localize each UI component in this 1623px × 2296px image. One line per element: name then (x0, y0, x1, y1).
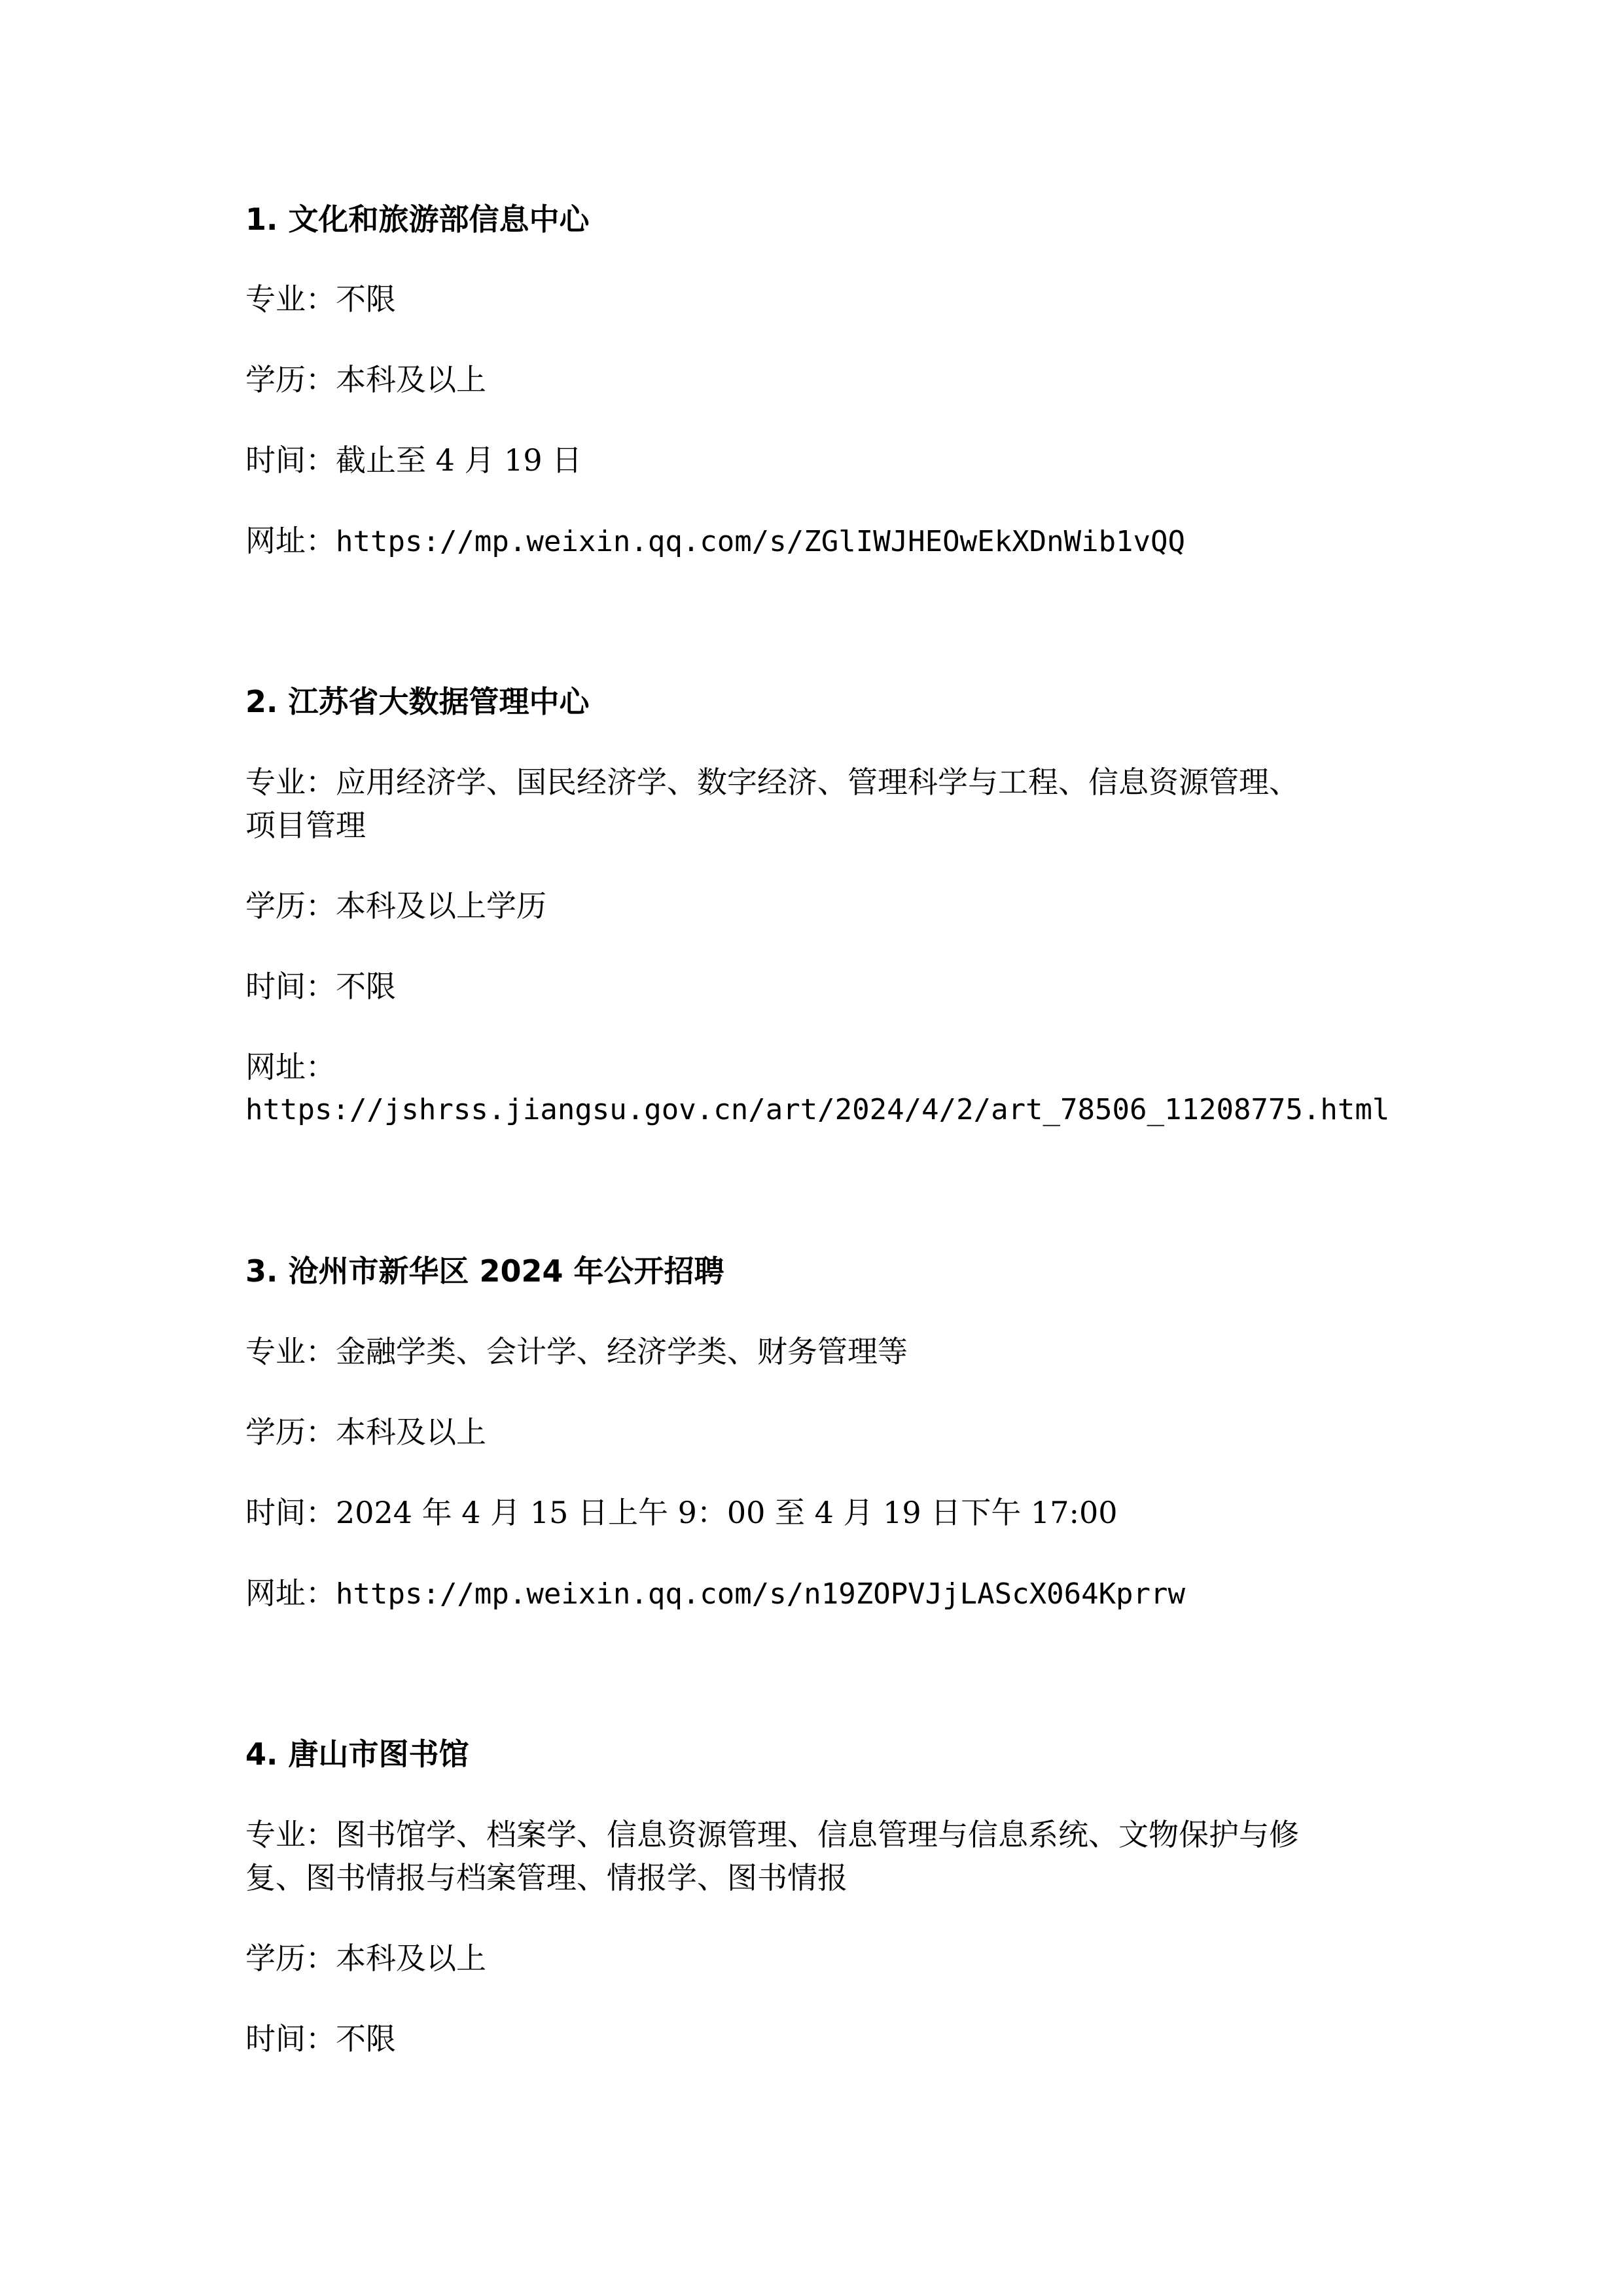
time-label: 时间： (245, 2021, 336, 2056)
url-link[interactable]: https://mp.weixin.qq.com/s/ZGlIWJHEOwEkXDnWib1vQQ (336, 525, 1186, 558)
time-value: 2024 年 4 月 15 日上午 9：00 至 4 月 19 日下午 17:00 (336, 1495, 1118, 1530)
time-value: 不限 (336, 2021, 396, 2056)
url-line (245, 519, 1397, 564)
major-line (245, 1813, 1397, 1856)
major-value: 不限 (336, 281, 396, 317)
major-line (245, 761, 1397, 804)
education-line (245, 1937, 1397, 1980)
time-value: 不限 (336, 969, 396, 1004)
education-label: 学历： (245, 362, 336, 397)
education-value: 本科及以上 (336, 1414, 486, 1450)
time-line (245, 2017, 1397, 2060)
time-label: 时间： (245, 969, 336, 1004)
entry-heading: 4. 唐山市图书馆 (245, 1736, 469, 1772)
entry-heading: 3. 沧州市新华区 2024 年公开招聘 (245, 1253, 724, 1289)
url-label: 网址： (245, 1575, 336, 1611)
major-value: 图书馆学、档案学、信息资源管理、信息管理与信息系统、文物保护与修 (336, 1817, 1299, 1852)
education-value: 本科及以上 (336, 1941, 486, 1976)
major-line-continued: 复、图书情报与档案管理、情报学、图书情报 (245, 1860, 847, 1895)
time-value: 截止至 4 月 19 日 (336, 442, 582, 478)
url-link[interactable]: https://jshrss.jiangsu.gov.cn/art/2024/4/2/art_78506_11208775.html (245, 1093, 1390, 1126)
education-line (245, 1410, 1397, 1454)
entry-heading: 1. 文化和旅游部信息中心 (245, 202, 590, 237)
entry-heading: 2. 江苏省大数据管理中心 (245, 684, 590, 719)
time-label: 时间： (245, 1495, 336, 1530)
education-line (245, 884, 1397, 927)
education-value: 本科及以上 (336, 362, 486, 397)
education-label: 学历： (245, 888, 336, 924)
major-label: 专业： (245, 281, 336, 317)
major-value: 金融学类、会计学、经济学类、财务管理等 (336, 1334, 908, 1369)
major-label: 专业： (245, 1817, 336, 1852)
major-value: 应用经济学、国民经济学、数字经济、管理科学与工程、信息资源管理、 (336, 764, 1299, 800)
major-line-continued: 项目管理 (245, 808, 366, 843)
major-label: 专业： (245, 1334, 336, 1369)
url-label-line: 网址： (245, 1049, 336, 1085)
major-label: 专业： (245, 764, 336, 800)
url-label: 网址： (245, 523, 336, 558)
url-line (245, 1571, 1397, 1616)
education-label: 学历： (245, 1414, 336, 1450)
major-line (245, 1330, 1397, 1373)
time-label: 时间： (245, 442, 336, 478)
time-line (245, 439, 1397, 482)
time-line (245, 965, 1397, 1008)
education-value: 本科及以上学历 (336, 888, 546, 924)
url-link[interactable]: https://mp.weixin.qq.com/s/n19ZOPVJjLAScX064Kprrw (336, 1577, 1186, 1611)
time-line (245, 1491, 1397, 1534)
education-line (245, 358, 1397, 401)
education-label: 学历： (245, 1941, 336, 1976)
major-line (245, 278, 1397, 321)
